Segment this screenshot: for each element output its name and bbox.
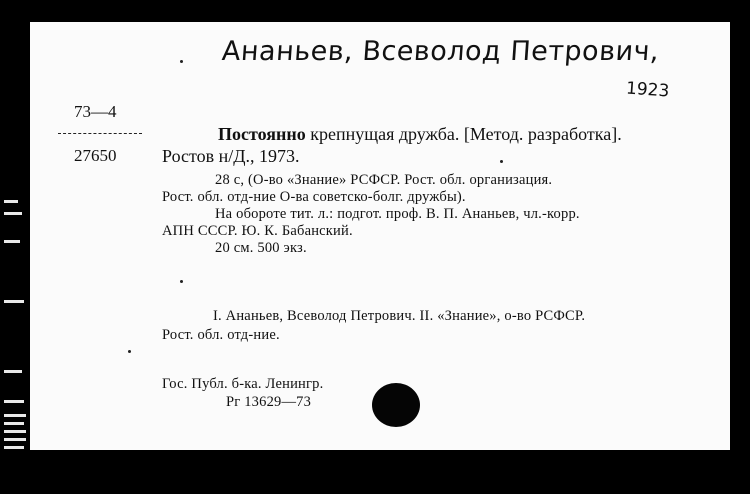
library-line-2: Рг 13629—73 <box>226 394 312 410</box>
handwritten-birth-year: 1923 <box>625 78 670 102</box>
description-line-1: 28 с, (О-во «Знание» РСФСР. Рост. обл. организация. <box>215 172 553 188</box>
ink-speck <box>500 160 503 163</box>
scan-edge-marks <box>4 200 26 460</box>
ink-speck <box>180 60 183 63</box>
description-line-4: АПН СССР. Ю. К. Бабанский. <box>162 223 353 239</box>
accession-number: 27650 <box>74 146 117 165</box>
library-line-1: Гос. Публ. б-ка. Ленингр. <box>162 376 324 392</box>
classification-divider <box>58 133 142 134</box>
title-line-1 <box>218 124 622 145</box>
ink-speck <box>180 280 183 283</box>
ink-blot <box>372 383 420 427</box>
tracings-line-2: Рост. обл. отд-ние. <box>162 327 280 343</box>
title-rest: крепнущая дружба. [Метод. разработка]. <box>305 124 622 144</box>
title-line-2: Ростов н/Д., 1973. <box>162 146 300 166</box>
ink-speck <box>128 350 131 353</box>
catalog-card <box>30 22 730 450</box>
description-line-5: 20 см. 500 экз. <box>215 240 307 256</box>
handwritten-author-name: Ананьев, Всеволод Петрович, <box>220 36 661 67</box>
description-line-3: На обороте тит. л.: подгот. проф. В. П. Ананьев, чл.-корр. <box>215 206 580 222</box>
title-bold-word: Постоянно <box>218 124 306 144</box>
classification-code: 73—4 <box>74 102 117 121</box>
tracings-line-1: I. Ананьев, Всеволод Петрович. II. «Знание», о-во РСФСР. <box>213 308 586 324</box>
description-line-2: Рост. обл. отд-ние О-ва советско-болг. дружбы). <box>162 189 466 205</box>
